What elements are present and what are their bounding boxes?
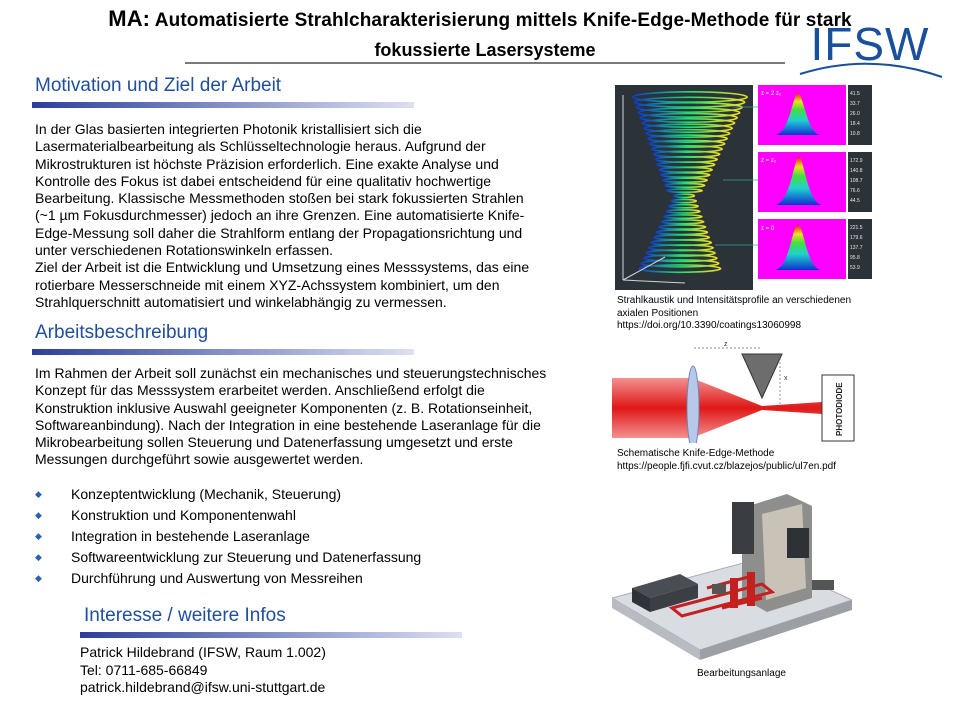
task-label: Konstruktion und Komponentenwahl	[71, 507, 296, 523]
scale-tick-label: 18.4	[850, 121, 860, 127]
scale-tick-label: 26.0	[850, 111, 860, 117]
intensity-panel-mid	[758, 152, 872, 212]
title-text-1: Automatisierte Strahlcharakterisierung mittels Knife-Edge-Methode für stark	[154, 10, 852, 31]
photodiode-label: PHOTODIODE	[835, 382, 844, 436]
motivation-line: Edge-Messung soll daher die Strahlform entlang der Propagationsrichtung und	[35, 224, 523, 241]
caustic-caption	[617, 295, 851, 333]
motivation-line: Bearbeitung. Klassische Messmethoden stoßen bei stark fokussierten Strahlen	[35, 190, 524, 207]
arbeit-text	[35, 365, 595, 469]
diamond-bullet-icon: ◆	[35, 552, 42, 562]
panel-label-bottom: z = 0	[761, 226, 775, 232]
beam-caustic-figure	[615, 85, 937, 290]
scale-tick-label: 76.6	[850, 188, 860, 194]
caustic-caption-2: axialen Positionen	[617, 307, 699, 319]
label-x: x	[784, 375, 788, 382]
logo-text: IFSW	[810, 22, 930, 70]
arbeit-line: Im Rahmen der Arbeit soll zunächst ein mechanisches und steuerungstechnisches	[35, 365, 547, 381]
knife-caption	[617, 448, 836, 473]
machine-caption: Bearbeitungsanlage	[697, 668, 786, 679]
scale-tick-label: 179.6	[850, 235, 863, 241]
task-label: Softwareentwicklung zur Steuerung und Datenerfassung	[71, 549, 422, 565]
title-underline	[185, 62, 785, 64]
task-list-item	[35, 484, 555, 505]
motivation-line: In der Glas basierten integrierten Photonik kristallisiert sich die	[35, 121, 422, 137]
motivation-line: Kontrolle des Fokus ist dabei entscheidend für eine qualitativ hochwertige	[35, 172, 492, 189]
motivation-line: Ziel der Arbeit ist die Entwicklung und Umsetzung eines Messsystems, das eine	[35, 259, 530, 276]
label-z: z	[724, 341, 728, 348]
scale-tick-label: 95.8	[850, 255, 860, 261]
contact-name: Patrick Hildebrand (IFSW, Raum 1.002)	[80, 644, 326, 660]
motivation-text	[35, 121, 595, 311]
knife-edge	[742, 354, 782, 398]
task-list-item	[35, 547, 555, 568]
laser-beam	[612, 378, 822, 438]
scale-tick-label: 44.5	[850, 198, 860, 204]
diamond-bullet-icon: ◆	[35, 531, 42, 541]
scale-tick-label: 10.8	[850, 131, 860, 137]
arbeit-rule	[32, 349, 414, 355]
panel-label-top: z = 2 z₀	[761, 91, 782, 97]
scale-tick-label: 108.7	[850, 178, 863, 184]
scale-tick-label: 140.8	[850, 168, 863, 174]
motivation-line: Lasermaterialbearbeitung als Schlüsseltechnologie heraus. Aufgrund der	[35, 138, 486, 155]
knife-caption-2: https://people.fjfi.cvut.cz/blazejos/public/ul7en.pdf	[617, 460, 837, 472]
diamond-bullet-icon: ◆	[35, 489, 42, 499]
knife-edge-figure	[612, 338, 862, 443]
contact-email[interactable]: patrick.hildebrand@ifsw.uni-stuttgart.de	[80, 679, 326, 695]
contact-tel: Tel: 0711-685-66849	[80, 661, 208, 678]
caustic-caption-3: https://doi.org/10.3390/coatings13060998	[617, 320, 802, 331]
caustic-caption-1: Strahlkaustik und Intensitätsprofile an verschiedenen	[617, 295, 852, 306]
arbeit-line: Softwareanbindung). Nach der Integration in eine bestehende Laseranlage für die	[35, 416, 541, 433]
diamond-bullet-icon: ◆	[35, 573, 42, 583]
lens	[687, 366, 699, 443]
motivation-line: (~1 µm Fokusdurchmesser) jedoch an ihre Grenzen. Eine automatisierte Knife-	[35, 207, 525, 224]
contact-block	[80, 644, 326, 697]
task-label: Durchführung und Auswertung von Messreihen	[71, 570, 363, 586]
machine-figure	[612, 488, 852, 666]
arbeit-line: Messungen durchgeführt sowie ausgewertet werden.	[35, 451, 364, 468]
motivation-rule	[32, 102, 414, 108]
scale-tick-label: 41.5	[850, 91, 860, 97]
arbeit-line: Konzept für das Messsystem erarbeitet werden. Anschließend erfolgt die	[35, 382, 485, 399]
motivation-line: rotierbare Messerschneide mit einem XYZ-Achssystem kombiniert, um den	[35, 276, 500, 293]
motivation-line: Mikrostrukturen ist höchste Präzision erforderlich. Eine exakte Analyse und	[35, 155, 499, 172]
task-list-item	[35, 568, 555, 589]
task-label: Konzeptentwicklung (Mechanik, Steuerung)	[71, 486, 342, 502]
scale-tick-label: 33.7	[850, 101, 860, 107]
task-list-item	[35, 505, 555, 526]
task-list-item	[35, 526, 555, 547]
knife-caption-1: Schematische Knife-Edge-Methode	[617, 448, 775, 459]
intensity-panel-top	[758, 85, 872, 145]
interest-heading: Interesse / weitere Infos	[84, 605, 286, 626]
scale-tick-label: 137.7	[850, 245, 863, 251]
arbeit-heading: Arbeitsbeschreibung	[35, 322, 209, 343]
motivation-line: unter verschiedenen Rotationswinkeln erfassen.	[35, 242, 334, 259]
diamond-bullet-icon: ◆	[35, 510, 42, 520]
ifsw-logo	[790, 22, 950, 82]
title-prefix: MA:	[108, 6, 151, 31]
arbeit-line: Konstruktion inklusive Auswahl geeigneter Komponenten (z. B. Rotationseinheit,	[35, 399, 533, 416]
task-list	[35, 484, 555, 589]
motivation-line: Strahlquerschnitt automatisiert und winkelabhängig zu vermessen.	[35, 293, 447, 310]
task-label: Integration in bestehende Laseranlage	[71, 528, 310, 544]
title-line-2: fokussierte Lasersysteme	[374, 40, 596, 60]
scale-tick-label: 221.5	[850, 225, 863, 231]
arbeit-line: Mikrobearbeitung sollen Steuerung und Datenerfassung umgesetzt und erste	[35, 434, 513, 451]
panel-label-mid: z = z₀	[761, 158, 777, 164]
interest-rule	[80, 632, 462, 638]
scale-tick-label: 172.9	[850, 158, 863, 164]
motivation-heading: Motivation und Ziel der Arbeit	[35, 75, 282, 96]
scale-tick-label: 53.9	[850, 265, 860, 271]
intensity-panel-bottom	[758, 219, 872, 279]
